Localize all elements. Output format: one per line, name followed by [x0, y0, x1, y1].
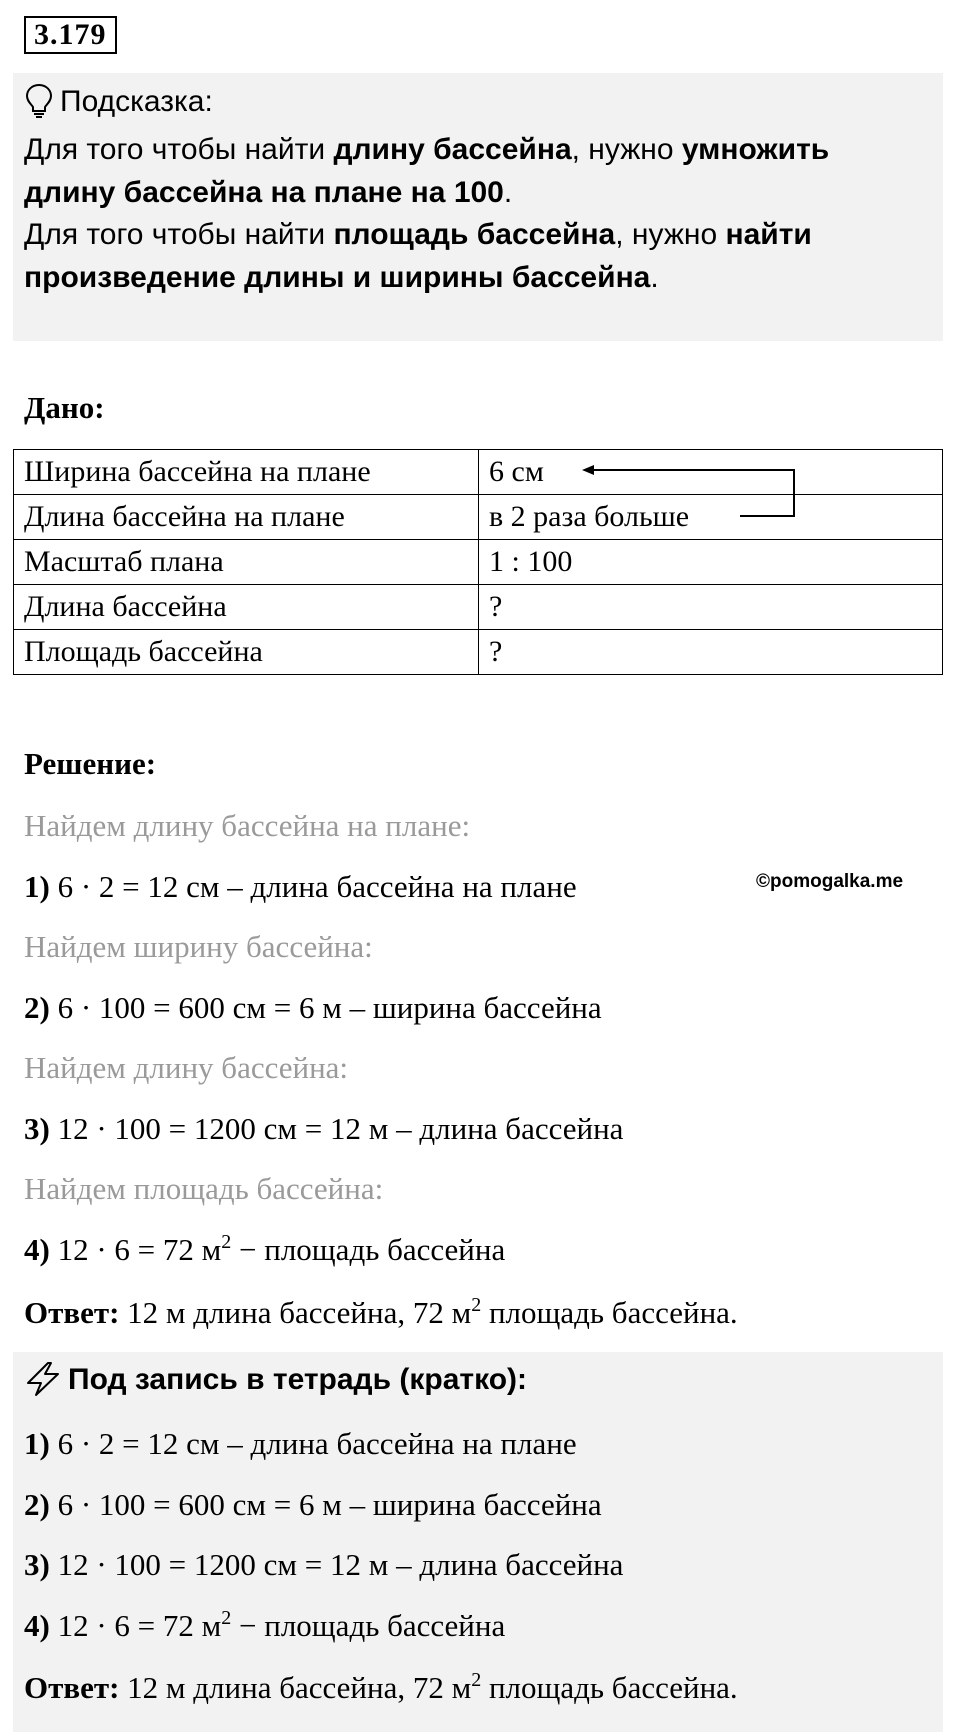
hint-bold-part: произведение длины и ширины бассейна [24, 260, 651, 294]
given-value-cell: в 2 раза больше [479, 495, 943, 540]
step-comment: Найдем ширину бассейна: [24, 929, 373, 964]
hint-text-part: , нужно [615, 218, 726, 251]
step-expression: 12 · 6 = 72 м [57, 1608, 222, 1643]
task-number: 3.179 [24, 16, 117, 54]
hint-bold-part: найти [725, 218, 812, 251]
step-expression: 6 · 100 = 600 см = 6 м – ширина бассейна [57, 990, 602, 1025]
watermark: ©pomogalka.me [756, 871, 904, 892]
hint-text-part: , нужно [571, 133, 682, 166]
given-name-cell: Длина бассейна [14, 585, 479, 630]
step-expression: 12 · 100 = 1200 см = 12 м – длина бассейна [57, 1547, 624, 1582]
step-comment: Найдем длину бассейна: [24, 1050, 349, 1085]
hint-line-2 [24, 172, 924, 215]
answer-text: площадь бассейна. [481, 1295, 738, 1330]
solution-label: Решение: [24, 746, 157, 781]
superscript: 2 [471, 1294, 482, 1316]
answer-label: Ответ: [24, 1670, 120, 1705]
notes-answer-line [24, 1670, 738, 1706]
hint-bold-part: умножить [681, 133, 830, 166]
hint-text-part: Для того чтобы найти [24, 133, 334, 166]
hint-bold-part: длину бассейна на плане на 100 [24, 175, 504, 209]
step-line [24, 990, 602, 1026]
answer-label: Ответ: [24, 1295, 120, 1330]
table-row [14, 630, 943, 675]
step-expression: − площадь бассейна [231, 1232, 506, 1267]
table-row [14, 540, 943, 585]
hint-text [24, 129, 924, 299]
given-name-cell: Ширина бассейна на плане [14, 450, 479, 495]
table-row [14, 585, 943, 630]
step-expression: 12 · 100 = 1200 см = 12 м – длина бассейна [57, 1111, 624, 1146]
notes-title-text: Под запись в тетрадь (кратко): [68, 1363, 528, 1396]
lightning-icon [24, 1361, 62, 1397]
step-line [24, 869, 577, 905]
relation-arrow-icon [580, 458, 800, 528]
step-line [24, 1111, 623, 1147]
step-number: 3) [24, 1111, 50, 1146]
given-value-cell: ? [479, 630, 943, 675]
superscript: 2 [221, 1231, 232, 1253]
table-row [14, 495, 943, 540]
step-number: 1) [24, 869, 50, 904]
given-label: Дано: [24, 390, 105, 425]
notes-line [24, 1608, 505, 1644]
given-value-cell: 6 см [479, 450, 943, 495]
hint-text-part: . [503, 175, 513, 209]
answer-line [24, 1295, 738, 1331]
hint-bold-part: длину бассейна [333, 133, 572, 166]
hint-title [24, 80, 213, 124]
step-expression: 6 · 2 = 12 см – длина бассейна на плане [57, 869, 577, 904]
answer-text: 12 м длина бассейна, 72 м [119, 1295, 472, 1330]
step-comment: Найдем площадь бассейна: [24, 1171, 384, 1206]
table-row [14, 450, 943, 495]
step-number: 2) [24, 1487, 50, 1522]
notes-line [24, 1426, 577, 1462]
superscript: 2 [221, 1607, 232, 1629]
hint-text-part: Для того чтобы найти [24, 218, 334, 251]
step-number: 4) [24, 1608, 50, 1643]
given-name-cell: Площадь бассейна [14, 630, 479, 675]
superscript: 2 [471, 1669, 482, 1691]
given-value-cell: 1 : 100 [479, 540, 943, 585]
hint-text-part: . [650, 260, 659, 294]
notes-line [24, 1547, 623, 1583]
step-expression: − площадь бассейна [231, 1608, 506, 1643]
hint-line-1 [24, 129, 924, 172]
notes-line [24, 1487, 602, 1523]
step-number: 1) [24, 1426, 50, 1461]
step-number: 2) [24, 990, 50, 1025]
answer-text: 12 м длина бассейна, 72 м [119, 1670, 472, 1705]
answer-text: площадь бассейна. [481, 1670, 738, 1705]
step-comment: Найдем длину бассейна на плане: [24, 808, 471, 843]
step-number: 3) [24, 1547, 50, 1582]
step-expression: 12 · 6 = 72 м [57, 1232, 222, 1267]
hint-title-text: Подсказка: [60, 85, 213, 118]
step-number: 4) [24, 1232, 50, 1267]
notes-title [24, 1358, 527, 1402]
step-expression: 6 · 2 = 12 см – длина бассейна на плане [57, 1426, 577, 1461]
step-line [24, 1232, 505, 1268]
given-table [13, 449, 943, 675]
lightbulb-icon [24, 83, 54, 119]
given-value-cell: ? [479, 585, 943, 630]
hint-line-4 [24, 257, 924, 300]
given-name-cell: Длина бассейна на плане [14, 495, 479, 540]
hint-line-3 [24, 214, 924, 257]
step-expression: 6 · 100 = 600 см = 6 м – ширина бассейна [57, 1487, 602, 1522]
given-name-cell: Масштаб плана [14, 540, 479, 585]
hint-bold-part: площадь бассейна [333, 218, 616, 251]
